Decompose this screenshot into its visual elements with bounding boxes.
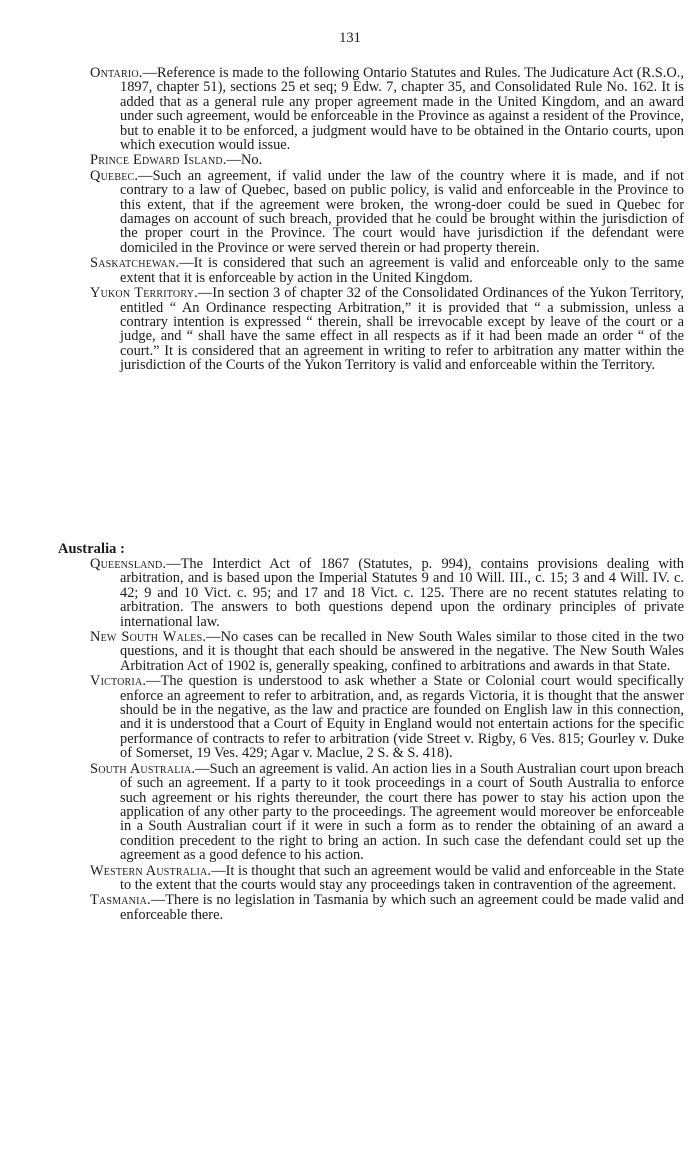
entry-heading: New South Wales. <box>90 629 207 646</box>
entry-victoria <box>90 674 684 760</box>
entry-heading: Prince Edward Island. <box>90 152 227 169</box>
entry-text: —It is thought that such an agreement would be valid and enforceable in the State to the extent that the courts would stay any proceedings taken in contravention of the agreement. <box>120 862 684 893</box>
entry-text: —It is considered that such an agreement is valid and enforceable only to the same extent that it is enforceable by action in the United Kingdom. <box>120 255 684 286</box>
entry-quebec <box>90 169 684 255</box>
entry-tasmania <box>90 893 684 922</box>
entry-text: —In section 3 of chapter 32 of the Consolidated Ordinances of the Yukon Territory, entitled “ An Ordinance respecting Arbitration,” it is provided that “ a submission, unless a contrary intention is expressed “ therein, shall be irrevocable except by leave of the court or a judge, and “ shall have the same effect in all respects as if it had been made an order “ of the court.” It is considered that an agreement in writing to refer to arbitration any matter within the jurisdiction of the Courts of the Yukon Territory is valid and enforceable within the Territory. <box>120 285 684 374</box>
entry-south-australia <box>90 762 684 863</box>
entry-western-australia <box>90 864 684 893</box>
australia-section <box>0 541 700 923</box>
australia-heading: Australia : <box>58 541 126 557</box>
entry-text: —Such an agreement is valid. An action lies in a South Australian court upon breach of such an agreement. If a party to it took proceedings in a court of South Australia to enforce such agreement or his rights thereunder, the court there has power to stay his action upon the application of any other party to the proceedings. The agreement would moreover be enforceable in a South Australian court if it were in such a form as to render the obtaining of an award a condition precedent to the right to bring an action. In such case the defendant could set up the agreement as a good defence to his action. <box>120 760 685 864</box>
entry-heading: Ontario. <box>90 65 143 81</box>
entry-text: —The Interdict Act of 1867 (Statutes, p. 994), contains provisions dealing with arbitration, and is based upon the Imperial Statutes 9 and 10 Will. III., c. 15; 3 and 4 Will. IV. c. 42; 9 and 10 Vict. c. 95; and 17 and 18 Vict. c. 125. There are no recent statutes relating to arbitration. The answers to both questions depend upon the ordinary principles of private international law. <box>120 556 684 630</box>
entry-heading: Victoria. <box>90 673 147 690</box>
entry-new-south-wales <box>90 630 684 673</box>
entry-ontario <box>90 66 684 152</box>
entry-text: —Reference is made to the following Ontario Statutes and Rules. The Judicature Act (R.S.O., 1897, chapter 51), sections 25 et seq; 9 Edw. 7, chapter 35, and Consolidated Rule No. 162. It is added that as a general rule any proper agreement made in the United Kingdom, and an award under such agreement, would be enforceable in the Province as against a resident of the Province, but to enable it to be enforced, a judgment would have to be obtained in the Ontario courts, upon which execution would issue. <box>120 65 684 154</box>
entry-heading: Tasmania. <box>90 892 151 909</box>
entry-text: —No. <box>226 152 263 169</box>
entry-text: —No cases can be recalled in New South Wales similar to those cited in the two questions, and it is thought that each should be answered in the negative. The New South Wales Arbitration Act of 1902 is, generally speaking, confined to arbitrations and awards in that State. <box>120 629 684 674</box>
entry-heading: Yukon Territory. <box>90 285 198 302</box>
entry-saskatchewan <box>90 256 684 285</box>
entry-yukon-territory <box>90 286 684 372</box>
entry-prince-edward-island <box>90 153 684 167</box>
entry-heading: South Australia. <box>90 760 196 777</box>
entry-queensland <box>90 557 684 629</box>
entry-heading: Western Australia. <box>90 862 212 879</box>
page-number: 131 <box>339 30 361 46</box>
entry-heading: Queensland. <box>90 556 167 572</box>
entry-text: —Such an agreement, if valid under the law of the country where it is made, and if not contrary to a law of Quebec, based on public policy, is valid and enforceable in the Province to this extent, that if the agreement were broken, the wrong-doer could be sued in Quebec for damages on account of such breach, provided that he could be brought within the jurisdiction of the proper court in the Province. The court would have jurisdiction if the defendant were domiciled in the Province or were served therein or had property therein. <box>120 167 684 256</box>
canada-provinces-section <box>0 66 700 374</box>
entry-heading: Saskatchewan. <box>90 255 180 272</box>
entry-text: —There is no legislation in Tasmania by which such an agreement could be made valid and enforceable there. <box>120 892 684 923</box>
entry-heading: Quebec. <box>90 167 139 184</box>
entry-text: —The question is understood to ask whether a State or Colonial court would specifically enforce an agreement to refer to arbitration, and, as regards Victoria, it is thought that the answer should be in the negative, as the law and practice are founded on English law in this connection, and it is understood that a Court of Equity in England would not entertain actions for the specific performance of contracts to refer to arbitration (vide Street v. Rigby, 6 Ves. 815; Gourley v. Duke of Somerset, 19 Ves. 429; Agar v. Maclue, 2 S. & S. 418). <box>120 673 684 762</box>
